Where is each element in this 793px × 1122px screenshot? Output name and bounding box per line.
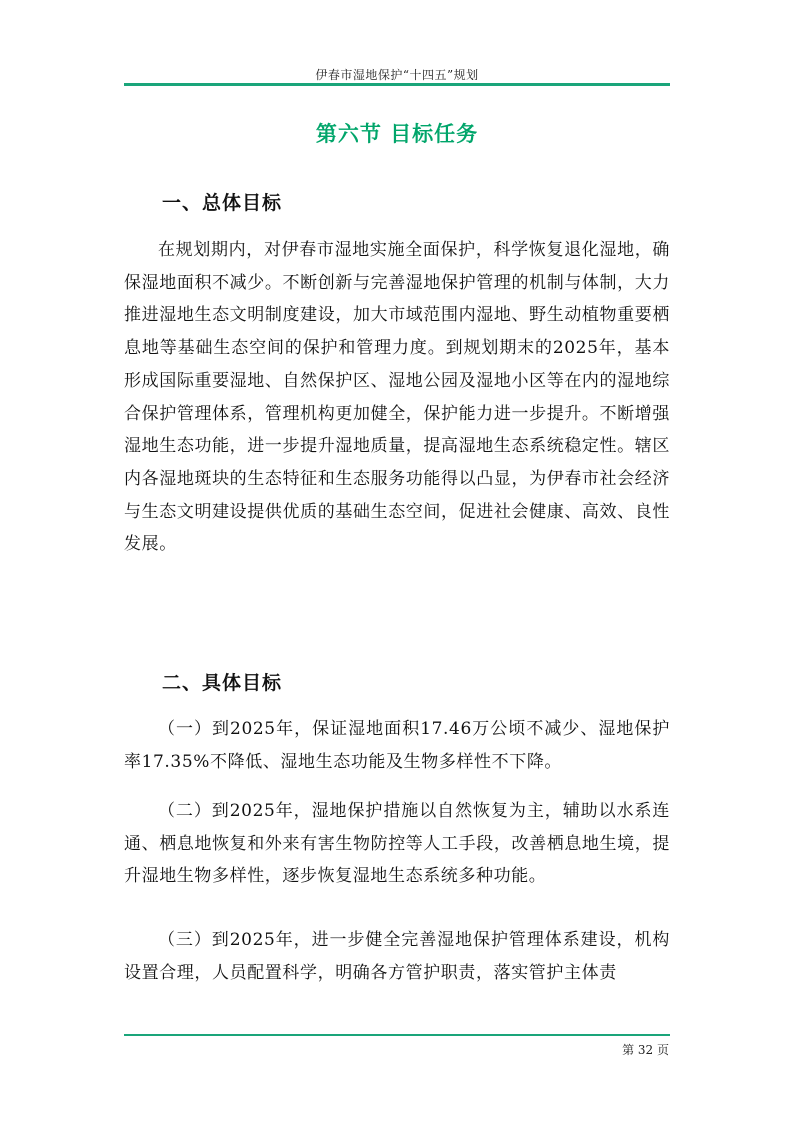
footer-divider (124, 1034, 670, 1036)
heading-specific-goals: 二、具体目标 (162, 672, 283, 694)
paragraph-specific-goal-1: （一）到2025年，保证湿地面积17.46万公顷不减少、湿地保护率17.35%不降低、湿地生态功能及生物多样性不下降。 (124, 719, 670, 772)
page-number: 第 32 页 (622, 1043, 669, 1057)
heading-overall-goal: 一、总体目标 (162, 192, 283, 214)
header-divider (124, 83, 670, 86)
paragraph-overall-goal: 在规划期内，对伊春市湿地实施全面保护，科学恢复退化湿地，确保湿地面积不减少。不断创新与完善湿地保护管理的机制与体制，大力推进湿地生态文明制度建设，加大市域范围内湿地、野生动植物重要栖息地等基础生态空间的保护和管理力度。到规划期末的2025年，基本形成国际重要湿地、自然保护区、湿地公园及湿地小区等在内的湿地综合保护管理体系，管理机构更加健全，保护能力进一步提升。不断增强湿地生态功能，进一步提升湿地质量，提高湿地生态系统稳定性。辖区内各湿地斑块的生态特征和生态服务功能得以凸显，为伊春市社会经济与生态文明建设提供优质的基础生态空间，促进社会健康、高效、良性发展。 (124, 240, 670, 555)
page-header-title: 伊春市湿地保护“十四五”规划 (315, 68, 479, 82)
section-title: 第六节 目标任务 (315, 122, 479, 146)
paragraph-specific-goal-2: （二）到2025年，湿地保护措施以自然恢复为主，辅助以水系连通、栖息地恢复和外来有害生物防控等人工手段，改善栖息地生境，提升湿地生物多样性，逐步恢复湿地生态系统多种功能。 (124, 801, 670, 887)
paragraph-specific-goal-3: （三）到2025年，进一步健全完善湿地保护管理体系建设，机构设置合理，人员配置科学，明确各方管护职责，落实管护主体责 (124, 930, 670, 983)
